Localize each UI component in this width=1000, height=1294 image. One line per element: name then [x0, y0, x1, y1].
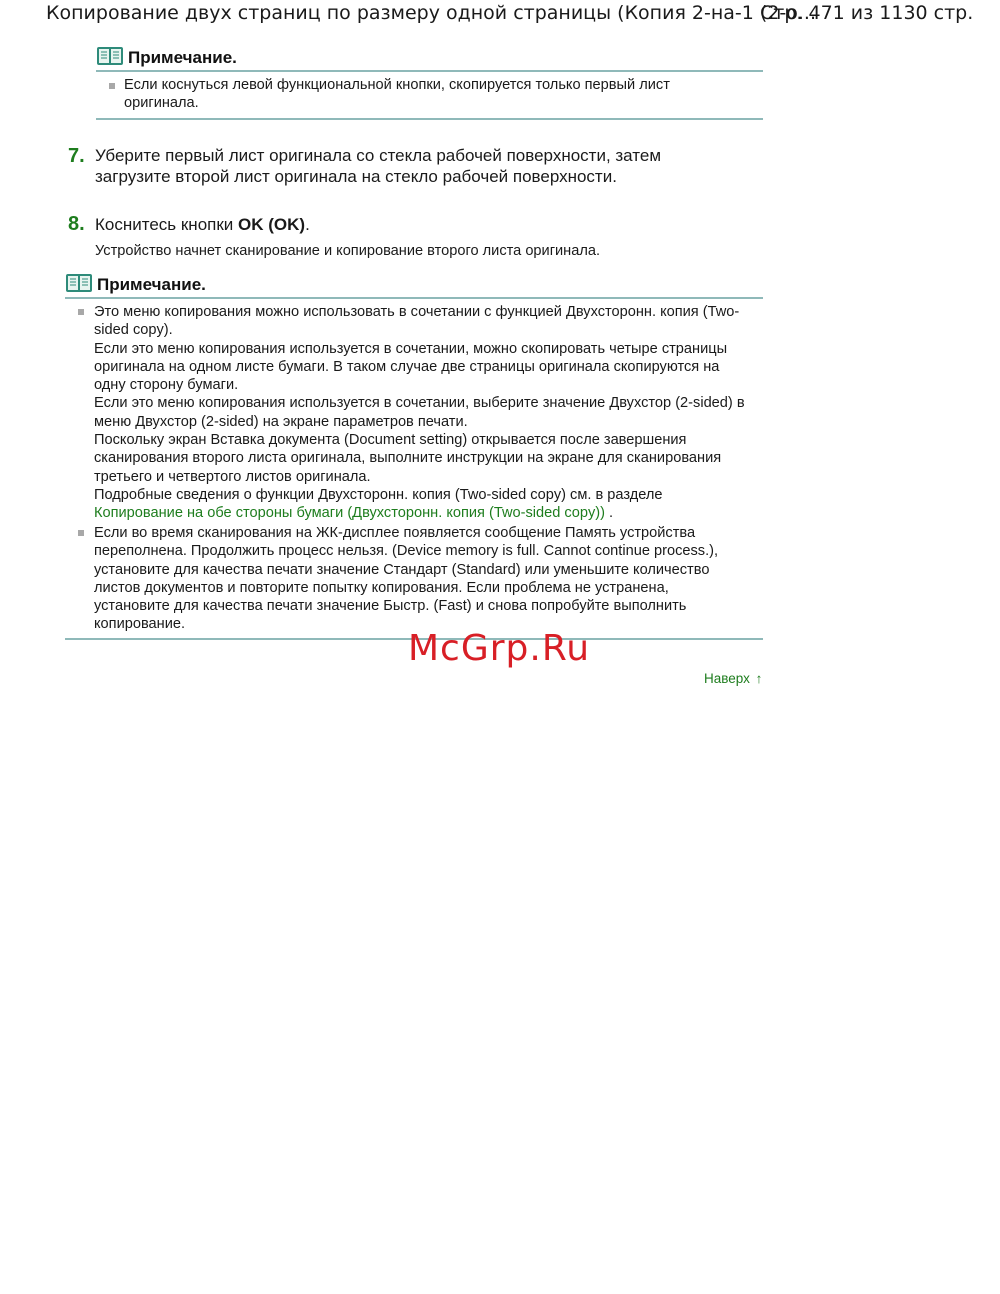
- ok-button-label: OK (OK): [238, 215, 306, 234]
- note2-item-1-p1: Это меню копирования можно использовать в сочетании с функцией Двухсторонн. копия (Two-sided copy).: [94, 304, 740, 339]
- note2-item-1: [94, 303, 749, 523]
- step-7-text: Уберите первый лист оригинала со стекла рабочей поверхности, затем загрузите второй лист оригинала на стекло рабочей поверхности.: [95, 146, 662, 186]
- note2-heading-label: Примечание.: [97, 275, 206, 294]
- note1-heading-label: Примечание.: [128, 48, 237, 67]
- step-8-text-after: .: [305, 215, 310, 234]
- note2-item-1-p2: Если это меню копирования используется в сочетании, можно скопировать четыре страницы оригинала на одном листе бумаги. В таком случае две страницы оригинала скопируются на одну сторону бумаги.: [94, 340, 728, 394]
- note2-item-1-p4: Поскольку экран Вставка документа (Document setting) открывается после завершения сканирования второго листа оригинала, выполните инструкции на экране для сканирования третьего и четвертого листов оригинала.: [94, 432, 722, 485]
- note2-top-divider: [65, 297, 763, 299]
- note2-item-2: Если во время сканирования на ЖК-дисплее появляется сообщение Память устройства переполнена. Продолжить процесс нельзя. (Device memory is full. Cannot continue process.), установите для качества печати значение Стандарт (Standard) или уменьшите количество листов документов и повторите попытку копирования. Если проблема не устранена, установите для качества печати значение Быстр. (Fast) и снова попробуйте выполнить копирование.: [94, 525, 719, 633]
- note2-heading: [65, 273, 365, 295]
- bullet-icon: [78, 309, 84, 315]
- note2-item-1-p3: Если это меню копирования используется в сочетании, выберите значение Двухстор (2-sided) в меню Двухстор (2-sided) на экране параметров печати.: [94, 395, 745, 430]
- back-to-top-link[interactable]: [704, 671, 762, 686]
- note1-bottom-divider: [96, 118, 763, 120]
- watermark-logo: McGrp.Ru: [408, 628, 591, 669]
- arrow-up-icon[interactable]: ↑: [755, 671, 763, 686]
- page-header: [0, 0, 1000, 30]
- book-icon: [65, 273, 93, 293]
- bullet-icon: [109, 83, 115, 89]
- step-7-number: 7.: [68, 145, 85, 167]
- page-title: Копирование двух страниц по размеру одной страницы (Копия 2-на-1 (2-о...: [46, 2, 817, 24]
- step-8-description: Устройство начнет сканирование и копирование второго листа оригинала.: [95, 243, 601, 259]
- step-8-text-before: Коснитесь кнопки: [95, 215, 234, 234]
- note1-heading: [96, 46, 396, 68]
- note2-item-1-link-line: [94, 504, 749, 522]
- step-8-number: 8.: [68, 213, 85, 235]
- note1-top-divider: [96, 70, 763, 72]
- book-icon: [96, 46, 124, 66]
- page-info: Стр. 471 из 1130 стр.: [760, 2, 974, 24]
- link-suffix: .: [604, 505, 614, 522]
- bullet-icon: [78, 530, 84, 536]
- note2-item-1-p5: Подробные сведения о функции Двухсторонн. копия (Two-sided copy) см. в разделе: [94, 486, 663, 503]
- back-to-top-label[interactable]: Наверх: [704, 671, 750, 686]
- two-sided-copy-link[interactable]: Копирование на обе стороны бумаги (Двухсторонн. копия (Two-sided copy)): [94, 505, 605, 522]
- step-8-text: [95, 215, 715, 236]
- note1-item-1: Если коснуться левой функциональной кнопки, скопируется только первый лист оригинала.: [124, 77, 670, 112]
